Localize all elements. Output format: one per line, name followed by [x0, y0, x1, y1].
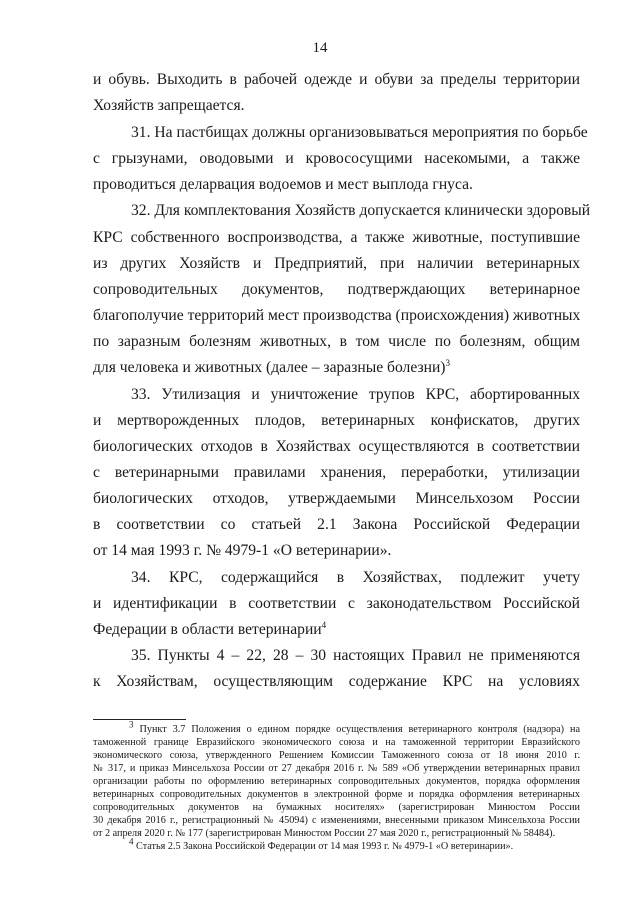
body-line: с грызунами, оводовыми и кровососущими насекомыми, а также: [93, 150, 580, 167]
body-line: и мертворожденных плодов, ветеринарных конфискатов, других: [93, 412, 580, 429]
footnote-line: ветеринарных сопроводительных документов в электронной форме и порядка оформления ветеринарных: [93, 789, 580, 800]
body-line: проводиться деларвация водоемов и мест выплода гнуса.: [93, 176, 473, 193]
footnote-4-mark: 4: [129, 836, 134, 847]
body-line: благополучие территорий мест производства (происхождения) животных: [93, 307, 581, 324]
footnote-ref-4[interactable]: 4: [321, 619, 327, 630]
body-line: биологических отходов в Хозяйствах осуществляются в соответствии: [93, 438, 580, 455]
body-line: и обувь. Выходить в рабочей одежде и обуви за пределы территории: [93, 71, 580, 88]
paragraph-31-line: 31. На пастбищах должны организовываться мероприятия по борьбе: [131, 124, 588, 141]
body-line: от 14 мая 1993 г. № 4979-1 «О ветеринарии».: [93, 542, 392, 559]
paragraph-32-line: 32. Для комплектования Хозяйств допускается клинически здоровый: [131, 202, 591, 219]
footnote-3-line: [129, 719, 581, 736]
footnote-line: экономического союза, утвержденного Решением Комиссии Таможенного союза от 18 июня 2010 г.: [93, 750, 580, 761]
footnote-line: № 317, и приказ Минсельхоза России от 27 декабря 2016 г. № 589 «Об утверждении ветеринарных правил: [93, 763, 580, 774]
body-line: к Хозяйствам, осуществляющим содержание КРС на условиях: [93, 673, 580, 690]
body-line: КРС собственного воспроизводства, а также животные, поступившие: [93, 229, 580, 246]
footnote-line: организации работы по оформлению ветеринарных сопроводительных документов, порядка оформления: [93, 776, 580, 787]
body-line: из других Хозяйств и Предприятий, при наличии ветеринарных: [93, 255, 580, 272]
body-line: биологических отходов, утверждаемыми Минсельхозом России: [93, 490, 580, 507]
footnote-text: Статья 2.5 Закона Российской Федерации от 14 мая 1993 г. № 4979-1 «О ветеринарии».: [136, 841, 514, 852]
paragraph-33-line: 33. Утилизация и уничтожение трупов КРС, абортированных: [131, 386, 580, 403]
footnote-line: 30 декабря 2016 г., регистрационный № 45094) с изменениями, внесенными приказом Минсельхоза России: [93, 815, 580, 826]
footnote-3-mark: 3: [129, 719, 134, 730]
body-line-text: Федерации в области ветеринарии: [93, 621, 322, 638]
body-line: и идентификации в соответствии с законодательством Российской: [93, 595, 580, 612]
body-line: с ветеринарными правилами хранения, переработки, утилизации: [93, 464, 580, 481]
footnote-ref-3[interactable]: 3: [445, 357, 450, 368]
footnote-text: Пункт 3.7 Положения о едином порядке осуществления ветеринарного контроля (надзора) на: [139, 724, 581, 735]
body-line: [93, 358, 580, 378]
footnote-line: сопроводительных документов на бумажных носителях» (зарегистрирован Минюстом России: [93, 802, 580, 813]
body-line-text: для человека и животных (далее – заразные болезни): [93, 359, 446, 376]
body-line: сопроводительных документов, подтверждающих ветеринарное: [93, 281, 580, 298]
body-line: [93, 620, 580, 640]
page-number: 14: [312, 40, 328, 56]
paragraph-35-line: 35. Пункты 4 – 22, 28 – 30 настоящих Правил не применяются: [131, 647, 580, 664]
footnote-4-line: [129, 836, 580, 853]
body-line: по заразным болезням животных, в том числе по болезням, общим: [93, 333, 580, 350]
footnote-line: таможенной границе Евразийского экономического союза и на таможенной территории Евразийского: [93, 737, 580, 748]
paragraph-34-line: 34. КРС, содержащийся в Хозяйствах, подлежит учету: [131, 569, 580, 586]
body-line: в соответствии со статьей 2.1 Закона Российской Федерации: [93, 516, 580, 533]
footnote-line: от 2 апреля 2020 г. № 177 (зарегистрирован Минюстом России 27 мая 2020 г., регистрационный № 58484).: [93, 828, 556, 839]
footnote-separator: [93, 719, 186, 720]
body-line: Хозяйств запрещается.: [93, 97, 245, 114]
